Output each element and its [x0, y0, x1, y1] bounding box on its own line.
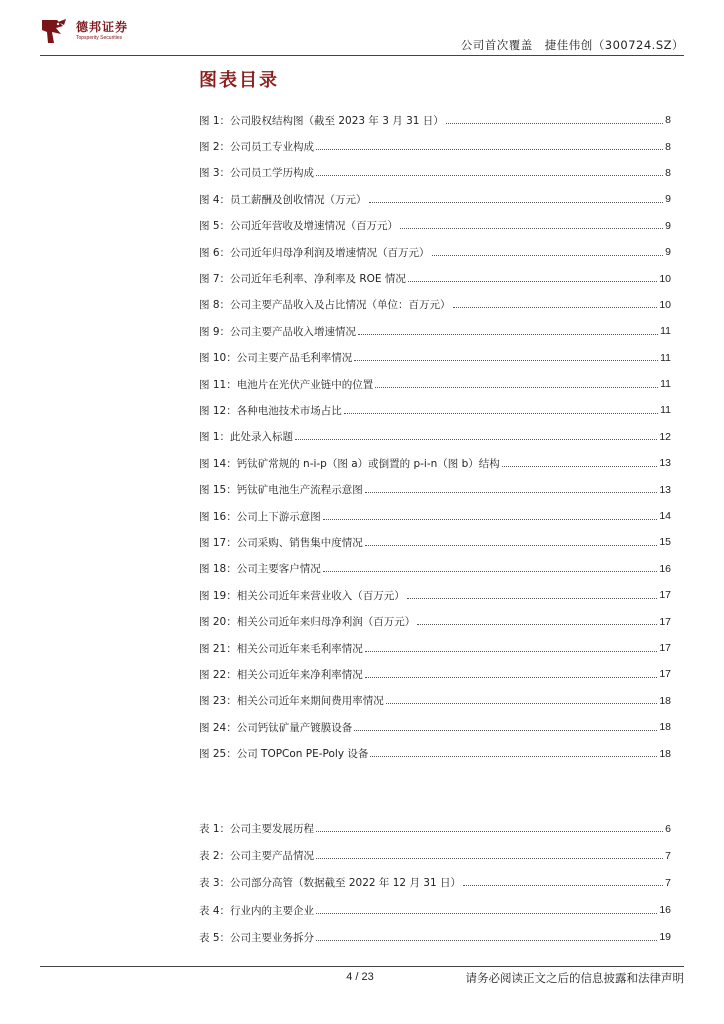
table-toc-list [199, 815, 671, 951]
figure-entry-page: 17 [659, 642, 671, 654]
figure-entry-page: 17 [659, 589, 671, 602]
dot-leader [446, 123, 663, 124]
figure-entry[interactable] [199, 186, 671, 212]
dot-leader [316, 913, 657, 914]
figure-entry-title: 图 2：公司员工专业构成 [199, 141, 315, 154]
table-entry-title: 表 3：公司部分高管（数据截至 2022 年 12 月 31 日） [199, 877, 461, 890]
table-entry[interactable] [199, 924, 671, 951]
figure-entry-title: 图 1：公司股权结构图（截至 2023 年 3 月 31 日） [199, 114, 444, 127]
figure-entry[interactable] [199, 318, 671, 344]
figure-entry[interactable] [199, 476, 671, 502]
table-entry-title: 表 4：行业内的主要企业 [199, 904, 315, 917]
page-header [0, 0, 724, 60]
figure-entry-page: 18 [659, 694, 671, 707]
table-entry-page: 7 [665, 876, 671, 889]
figure-entry-page: 18 [659, 721, 671, 734]
figure-entry[interactable] [199, 503, 671, 529]
figure-entry-title: 图 4：员工薪酬及创收情况（万元） [199, 193, 367, 206]
figure-entry-title: 图 22：相关公司近年来净利率情况 [199, 668, 363, 681]
figure-entry-page: 8 [665, 140, 671, 153]
legal-disclaimer: 请务必阅读正文之后的信息披露和法律声明 [465, 971, 684, 985]
brand-name-cn: 德邦证券 [76, 20, 129, 34]
dot-leader [316, 858, 663, 859]
figure-entry-title: 图 3：公司员工学历构成 [199, 167, 315, 180]
company-name: 捷佳伟创（300724.SZ） [544, 38, 684, 52]
figure-entry-title: 图 14：钙钛矿常规的 n-i-p（图 a）或倒置的 p-i-n（图 b）结构 [199, 457, 500, 470]
dot-leader [316, 940, 657, 941]
figure-entry-page: 13 [659, 483, 671, 496]
figure-entry-title: 图 21：相关公司近年来毛利率情况 [199, 642, 363, 655]
figure-toc-list [199, 107, 671, 767]
figure-entry-page: 14 [659, 510, 671, 523]
figure-entry[interactable] [199, 133, 671, 159]
figure-entry[interactable] [199, 239, 671, 265]
dot-leader [365, 651, 658, 652]
figure-entry-title: 图 11：电池片在光伏产业链中的位置 [199, 378, 374, 391]
figure-entry[interactable] [199, 582, 671, 608]
figure-entry[interactable] [199, 292, 671, 318]
dot-leader [386, 703, 658, 704]
figure-entry-page: 16 [659, 562, 671, 575]
dot-leader [375, 387, 658, 388]
figure-entry-title: 图 18：公司主要客户情况 [199, 563, 321, 576]
figure-entry[interactable] [199, 345, 671, 371]
figure-entry-page: 11 [660, 378, 671, 391]
figure-entry-page: 12 [659, 430, 671, 443]
figure-entry-title: 图 20：相关公司近年来归母净利润（百万元） [199, 616, 416, 629]
figure-entry-page: 17 [659, 668, 671, 681]
table-entry[interactable] [199, 897, 671, 924]
figure-entry-page: 11 [660, 325, 671, 338]
figure-entry-page: 8 [665, 114, 671, 127]
section-title: 图表目录 [199, 70, 279, 91]
dot-leader [358, 334, 658, 335]
figure-entry-page: 9 [665, 219, 671, 232]
figure-entry[interactable] [199, 397, 671, 423]
figure-entry[interactable] [199, 714, 671, 740]
dot-leader [365, 545, 658, 546]
figure-entry[interactable] [199, 661, 671, 687]
figure-entry-page: 17 [659, 615, 671, 628]
dot-leader [370, 756, 657, 757]
figure-entry-title: 图 25：公司 TOPCon PE-Poly 设备 [199, 748, 369, 761]
table-entry-title: 表 2：公司主要产品情况 [199, 850, 315, 863]
dot-leader [463, 885, 663, 886]
figure-entry-page: 11 [660, 404, 671, 417]
figure-entry-title: 图 24：公司钙钛矿量产镀膜设备 [199, 721, 353, 734]
figure-entry-title: 图 17：公司采购、销售集中度情况 [199, 536, 363, 549]
figure-entry-title: 图 16：公司上下游示意图 [199, 510, 321, 523]
figure-entry-title: 图 7：公司近年毛利率、净利率及 ROE 情况 [199, 273, 406, 286]
dot-leader [354, 360, 658, 361]
dot-leader [417, 624, 657, 625]
dot-leader [400, 228, 663, 229]
dot-leader [316, 831, 663, 832]
figure-entry-page: 10 [659, 272, 671, 285]
dot-leader [316, 175, 663, 176]
figure-entry-title: 图 9：公司主要产品收入增速情况 [199, 325, 357, 338]
header-divider [40, 55, 684, 56]
figure-entry[interactable] [199, 529, 671, 555]
figure-entry-page: 15 [659, 536, 671, 549]
dot-leader [323, 571, 658, 572]
dot-leader [408, 281, 657, 282]
figure-entry-title: 图 6：公司近年归母净利润及增速情况（百万元） [199, 246, 430, 259]
footer-divider [40, 966, 684, 967]
dot-leader [323, 519, 658, 520]
figure-entry-page: 9 [665, 193, 671, 206]
figure-entry[interactable] [199, 556, 671, 582]
dot-leader [407, 598, 658, 599]
figure-entry[interactable] [199, 608, 671, 634]
figure-entry-page: 9 [665, 246, 671, 259]
figure-entry[interactable] [199, 160, 671, 186]
figure-entry-page: 18 [659, 747, 671, 760]
table-entry[interactable] [199, 869, 671, 896]
dot-leader [365, 677, 658, 678]
table-entry-page: 16 [659, 904, 671, 917]
table-entry-title: 表 5：公司主要业务拆分 [199, 931, 315, 944]
table-entry-page: 19 [659, 931, 671, 944]
figure-entry-page: 11 [660, 351, 671, 364]
page-indicator: 4 / 23 [346, 971, 374, 983]
figure-entry[interactable] [199, 265, 671, 291]
table-entry-page: 6 [665, 822, 671, 835]
figure-entry-page: 8 [665, 166, 671, 179]
figure-entry-title: 图 12：各种电池技术市场占比 [199, 404, 342, 417]
figure-entry-title: 图 19：相关公司近年来营业收入（百万元） [199, 589, 405, 602]
figure-entry[interactable] [199, 740, 671, 766]
figure-entry-page: 10 [659, 298, 671, 311]
report-type: 公司首次覆盖 [460, 38, 533, 52]
table-entry[interactable] [199, 815, 671, 842]
figure-entry[interactable] [199, 688, 671, 714]
figure-entry[interactable] [199, 450, 671, 476]
table-entry-page: 7 [665, 849, 671, 862]
figure-entry-title: 图 15：钙钛矿电池生产流程示意图 [199, 484, 363, 497]
figure-entry[interactable] [199, 107, 671, 133]
figure-entry-page: 13 [659, 457, 671, 470]
figure-entry[interactable] [199, 371, 671, 397]
table-entry-title: 表 1：公司主要发展历程 [199, 823, 315, 836]
brand-logo-icon [40, 16, 70, 46]
dot-leader [316, 149, 663, 150]
figure-entry-title: 图 23：相关公司近年来期间费用率情况 [199, 695, 384, 708]
figure-entry-title: 图 1：此处录入标题 [199, 431, 294, 444]
dot-leader [365, 492, 658, 493]
brand-logo [40, 16, 150, 46]
table-entry[interactable] [199, 842, 671, 869]
figure-entry-title: 图 5：公司近年营收及增速情况（百万元） [199, 220, 399, 233]
dot-leader [502, 466, 658, 467]
figure-entry[interactable] [199, 635, 671, 661]
dot-leader [453, 307, 658, 308]
dot-leader [432, 255, 664, 256]
figure-entry[interactable] [199, 424, 671, 450]
dot-leader [344, 413, 658, 414]
dot-leader [369, 202, 664, 203]
figure-entry-title: 图 8：公司主要产品收入及占比情况（单位：百万元） [199, 299, 451, 312]
figure-entry-title: 图 10：公司主要产品毛利率情况 [199, 352, 353, 365]
dot-leader [295, 439, 657, 440]
figure-entry[interactable] [199, 213, 671, 239]
dot-leader [354, 730, 657, 731]
header-info [461, 37, 684, 53]
brand-name-en: Topsperity Securities [76, 35, 123, 41]
